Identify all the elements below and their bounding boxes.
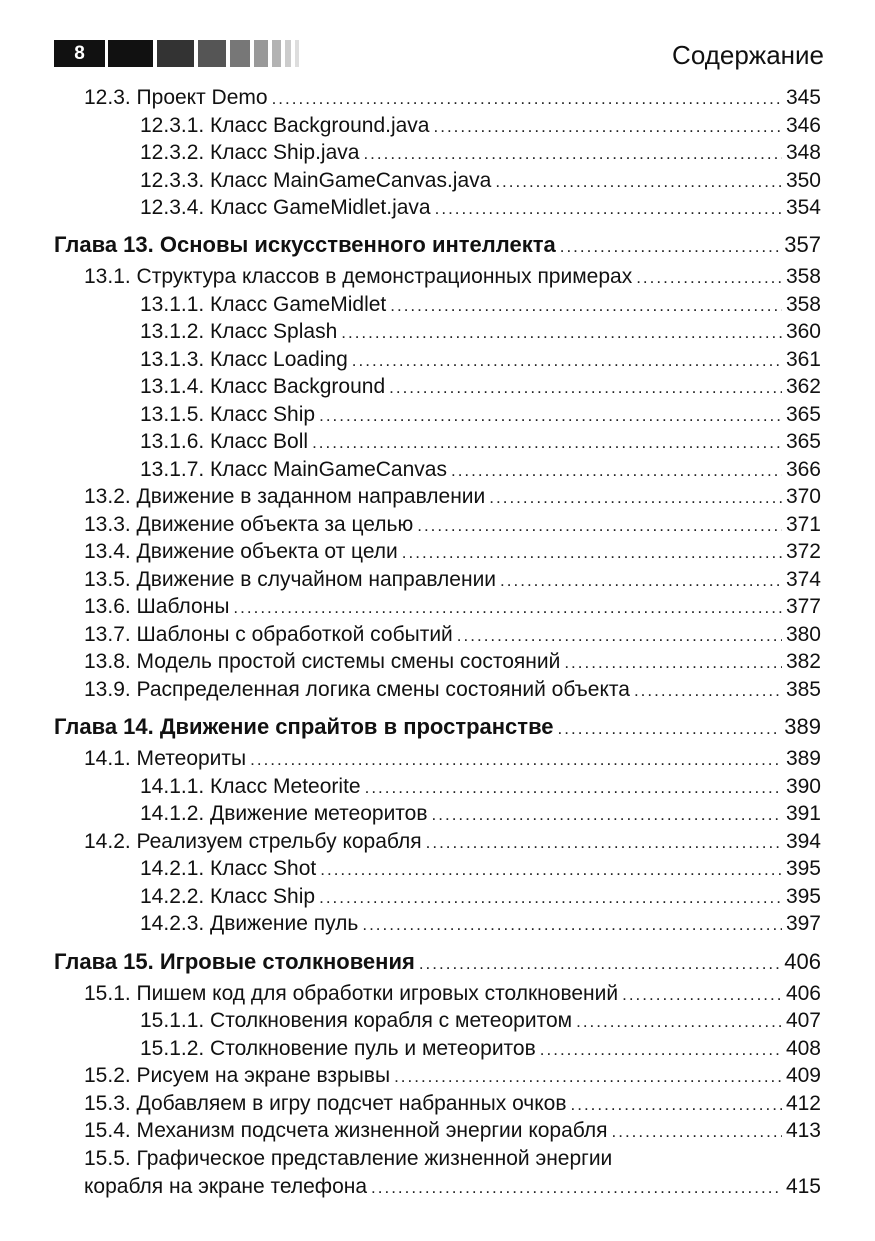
toc-page-number: 415 xyxy=(785,1175,821,1198)
dot-leader xyxy=(362,911,782,939)
dot-leader xyxy=(576,1008,782,1036)
header-bar xyxy=(272,40,281,67)
dot-leader xyxy=(489,484,782,512)
toc-page-number: 389 xyxy=(785,747,821,770)
toc-entry-title: 13.1. Структура классов в демонстрационных примерах xyxy=(84,265,633,288)
toc-page-number: 377 xyxy=(785,595,821,618)
dot-leader xyxy=(352,347,782,375)
toc-chapter-entry xyxy=(54,231,821,259)
toc-entry-title: 13.1.3. Класс Loading xyxy=(140,348,348,371)
toc-entry-title: 13.4. Движение объекта от цели xyxy=(84,540,398,563)
toc-subsection-entry xyxy=(140,456,821,484)
toc-entry-title: 14.2.3. Движение пуль xyxy=(140,912,359,935)
toc-section-entry xyxy=(84,828,821,856)
toc-entry-title: 13.2. Движение в заданном направлении xyxy=(84,485,486,508)
toc-entry-title: 12.3.3. Класс MainGameCanvas.java xyxy=(140,169,492,192)
toc-page-number: 413 xyxy=(785,1119,821,1142)
toc-chapter-entry xyxy=(54,948,821,976)
toc-entry-title: 14.1.1. Класс Meteorite xyxy=(140,775,361,798)
toc-entry-title: 13.8. Модель простой системы смены состояний xyxy=(84,650,561,673)
toc-entry-title: 15.4. Механизм подсчета жизненной энергии корабля xyxy=(84,1119,608,1142)
toc-entry-title: 12.3.2. Класс Ship.java xyxy=(140,141,360,164)
dot-leader xyxy=(250,746,782,774)
dot-leader xyxy=(435,195,782,223)
toc-subsection-entry xyxy=(140,167,821,195)
header-bar xyxy=(108,40,153,67)
dot-leader xyxy=(363,140,782,168)
toc-chapter-entry xyxy=(54,713,821,741)
toc-page-number: 371 xyxy=(785,513,821,536)
dot-leader xyxy=(451,457,782,485)
toc-page-number: 345 xyxy=(785,86,821,109)
toc-page-number: 361 xyxy=(785,348,821,371)
header-bar xyxy=(198,40,226,67)
toc-entry-title: Глава 14. Движение спрайтов в пространстве xyxy=(54,714,554,739)
toc-section-entry xyxy=(84,84,821,112)
toc-subsection-entry xyxy=(140,910,821,938)
dot-leader xyxy=(558,715,781,743)
toc-entry-title: 13.1.6. Класс Boll xyxy=(140,430,309,453)
dot-leader xyxy=(457,622,782,650)
toc-page-number: 372 xyxy=(785,540,821,563)
toc-entry-title: 15.1.1. Столкновения корабля с метеоритом xyxy=(140,1009,573,1032)
toc-subsection-entry xyxy=(140,883,821,911)
toc-entry-title: 13.7. Шаблоны с обработкой событий xyxy=(84,623,453,646)
toc-section-entry xyxy=(84,676,821,704)
dot-leader xyxy=(371,1174,782,1202)
toc-page-number: 406 xyxy=(784,949,821,974)
toc-entry-title: 13.6. Шаблоны xyxy=(84,595,230,618)
dot-leader xyxy=(432,801,782,829)
page-number: 8 xyxy=(54,40,105,67)
toc-subsection-entry xyxy=(140,346,821,374)
dot-leader xyxy=(402,539,782,567)
toc-section-entry xyxy=(84,511,821,539)
toc-entry-title: 13.1.1. Класс GameMidlet xyxy=(140,293,387,316)
toc-entry-title: 14.2.2. Класс Ship xyxy=(140,885,316,908)
toc-entry-title: Глава 13. Основы искусственного интеллекта xyxy=(54,232,556,257)
toc-entry-title: 13.1.5. Класс Ship xyxy=(140,403,316,426)
toc-section-entry xyxy=(84,1145,821,1173)
running-title: Содержание xyxy=(672,40,824,70)
toc-page-number: 346 xyxy=(785,114,821,137)
toc-page-number: 397 xyxy=(785,912,821,935)
toc-page-number: 370 xyxy=(785,485,821,508)
toc-section-entry xyxy=(84,1062,821,1090)
toc-entry-title: 12.3.1. Класс Background.java xyxy=(140,114,430,137)
header-bar xyxy=(230,40,250,67)
toc-subsection-entry xyxy=(140,401,821,429)
toc-page-number: 390 xyxy=(785,775,821,798)
dot-leader xyxy=(272,85,782,113)
dot-leader xyxy=(564,649,782,677)
toc-section-entry xyxy=(84,1173,821,1201)
toc-subsection-entry xyxy=(140,800,821,828)
toc-section-entry xyxy=(84,1117,821,1145)
dot-leader xyxy=(612,1118,782,1146)
toc-subsection-entry xyxy=(140,112,821,140)
dot-leader xyxy=(312,429,782,457)
toc-entry-title: 14.1. Метеориты xyxy=(84,747,247,770)
dot-leader xyxy=(495,168,782,196)
header-bar xyxy=(295,40,299,67)
toc-entry-title: 13.1.2. Класс Splash xyxy=(140,320,338,343)
toc-page-number: 358 xyxy=(785,265,821,288)
toc-page-number: 354 xyxy=(785,196,821,219)
dot-leader xyxy=(500,567,782,595)
header-bar xyxy=(254,40,268,67)
dot-leader xyxy=(434,113,782,141)
toc-section-entry xyxy=(84,1090,821,1118)
toc-entry-title: 15.1.2. Столкновение пуль и метеоритов xyxy=(140,1037,536,1060)
dot-leader xyxy=(634,677,782,705)
toc-page-number: 382 xyxy=(785,650,821,673)
toc-page-number: 365 xyxy=(785,403,821,426)
toc-entry-title: 15.5. Графическое представление жизненной энергии xyxy=(84,1147,613,1170)
toc-section-entry xyxy=(84,745,821,773)
toc-subsection-entry xyxy=(140,194,821,222)
dot-leader xyxy=(622,981,782,1009)
dot-leader xyxy=(636,264,782,292)
page-header xyxy=(54,40,824,70)
toc-page-number: 412 xyxy=(785,1092,821,1115)
dot-leader xyxy=(320,856,782,884)
header-bar xyxy=(285,40,291,67)
header-bar xyxy=(157,40,194,67)
toc-subsection-entry xyxy=(140,855,821,883)
dot-leader xyxy=(365,774,782,802)
toc-page-number: 350 xyxy=(785,169,821,192)
toc-section-entry xyxy=(84,648,821,676)
toc-section-entry xyxy=(84,538,821,566)
toc-entry-title: 13.5. Движение в случайном направлении xyxy=(84,568,497,591)
toc-section-entry xyxy=(84,593,821,621)
toc-page-number: 394 xyxy=(785,830,821,853)
toc-section-entry xyxy=(84,621,821,649)
toc-page-number: 366 xyxy=(785,458,821,481)
toc-page-number: 358 xyxy=(785,293,821,316)
dot-leader xyxy=(390,292,782,320)
dot-leader xyxy=(417,512,782,540)
toc-entry-title: 15.2. Рисуем на экране взрывы xyxy=(84,1064,391,1087)
toc-page-number: 374 xyxy=(785,568,821,591)
dot-leader xyxy=(394,1063,782,1091)
toc-page-number: 408 xyxy=(785,1037,821,1060)
toc-subsection-entry xyxy=(140,1035,821,1063)
toc-subsection-entry xyxy=(140,1007,821,1035)
toc-page-number: 407 xyxy=(785,1009,821,1032)
toc-section-entry xyxy=(84,980,821,1008)
toc-subsection-entry xyxy=(140,773,821,801)
toc-entry-title: 14.1.2. Движение метеоритов xyxy=(140,802,428,825)
toc-section-entry xyxy=(84,483,821,511)
toc-page-number: 380 xyxy=(785,623,821,646)
dot-leader xyxy=(319,402,782,430)
toc-page-number: 406 xyxy=(785,982,821,1005)
toc-section-entry xyxy=(84,566,821,594)
toc-entry-title: Глава 15. Игровые столкновения xyxy=(54,949,415,974)
toc-page-number: 360 xyxy=(785,320,821,343)
toc-page-number: 395 xyxy=(785,857,821,880)
toc-entry-title: 13.1.7. Класс MainGameCanvas xyxy=(140,458,447,481)
toc-page-number: 389 xyxy=(784,714,821,739)
toc-page-number: 395 xyxy=(785,885,821,908)
toc-entry-title: 14.2. Реализуем стрельбу корабля xyxy=(84,830,422,853)
toc-entry-title: 15.1. Пишем код для обработки игровых столкновений xyxy=(84,982,619,1005)
dot-leader xyxy=(419,950,780,978)
dot-leader xyxy=(341,319,782,347)
toc-page-number: 357 xyxy=(784,232,821,257)
dot-leader xyxy=(426,829,782,857)
dot-leader xyxy=(571,1091,782,1119)
toc-entry-title: 12.3. Проект Demo xyxy=(84,86,268,109)
toc-section-entry xyxy=(84,263,821,291)
toc-entry-title: 13.3. Движение объекта за целью xyxy=(84,513,414,536)
toc-page-number: 365 xyxy=(785,430,821,453)
toc-page-number: 385 xyxy=(785,678,821,701)
toc-page-number: 409 xyxy=(785,1064,821,1087)
toc-subsection-entry xyxy=(140,428,821,456)
dot-leader xyxy=(319,884,782,912)
toc-entry-title: 15.3. Добавляем в игру подсчет набранных очков xyxy=(84,1092,567,1115)
toc-subsection-entry xyxy=(140,318,821,346)
dot-leader xyxy=(389,374,782,402)
dot-leader xyxy=(540,1036,782,1064)
dot-leader xyxy=(560,233,781,261)
toc-entry-title: 12.3.4. Класс GameMidlet.java xyxy=(140,196,431,219)
toc-entry-title: корабля на экране телефона xyxy=(84,1175,368,1198)
toc-subsection-entry xyxy=(140,291,821,319)
toc-entry-title: 13.9. Распределенная логика смены состояний объекта xyxy=(84,678,630,701)
toc-entry-title: 13.1.4. Класс Background xyxy=(140,375,386,398)
toc-subsection-entry xyxy=(140,139,821,167)
toc-page-number: 391 xyxy=(785,802,821,825)
toc-page-number: 348 xyxy=(785,141,821,164)
toc-page-number: 362 xyxy=(785,375,821,398)
dot-leader xyxy=(233,594,782,622)
toc-entry-title: 14.2.1. Класс Shot xyxy=(140,857,317,880)
toc-subsection-entry xyxy=(140,373,821,401)
